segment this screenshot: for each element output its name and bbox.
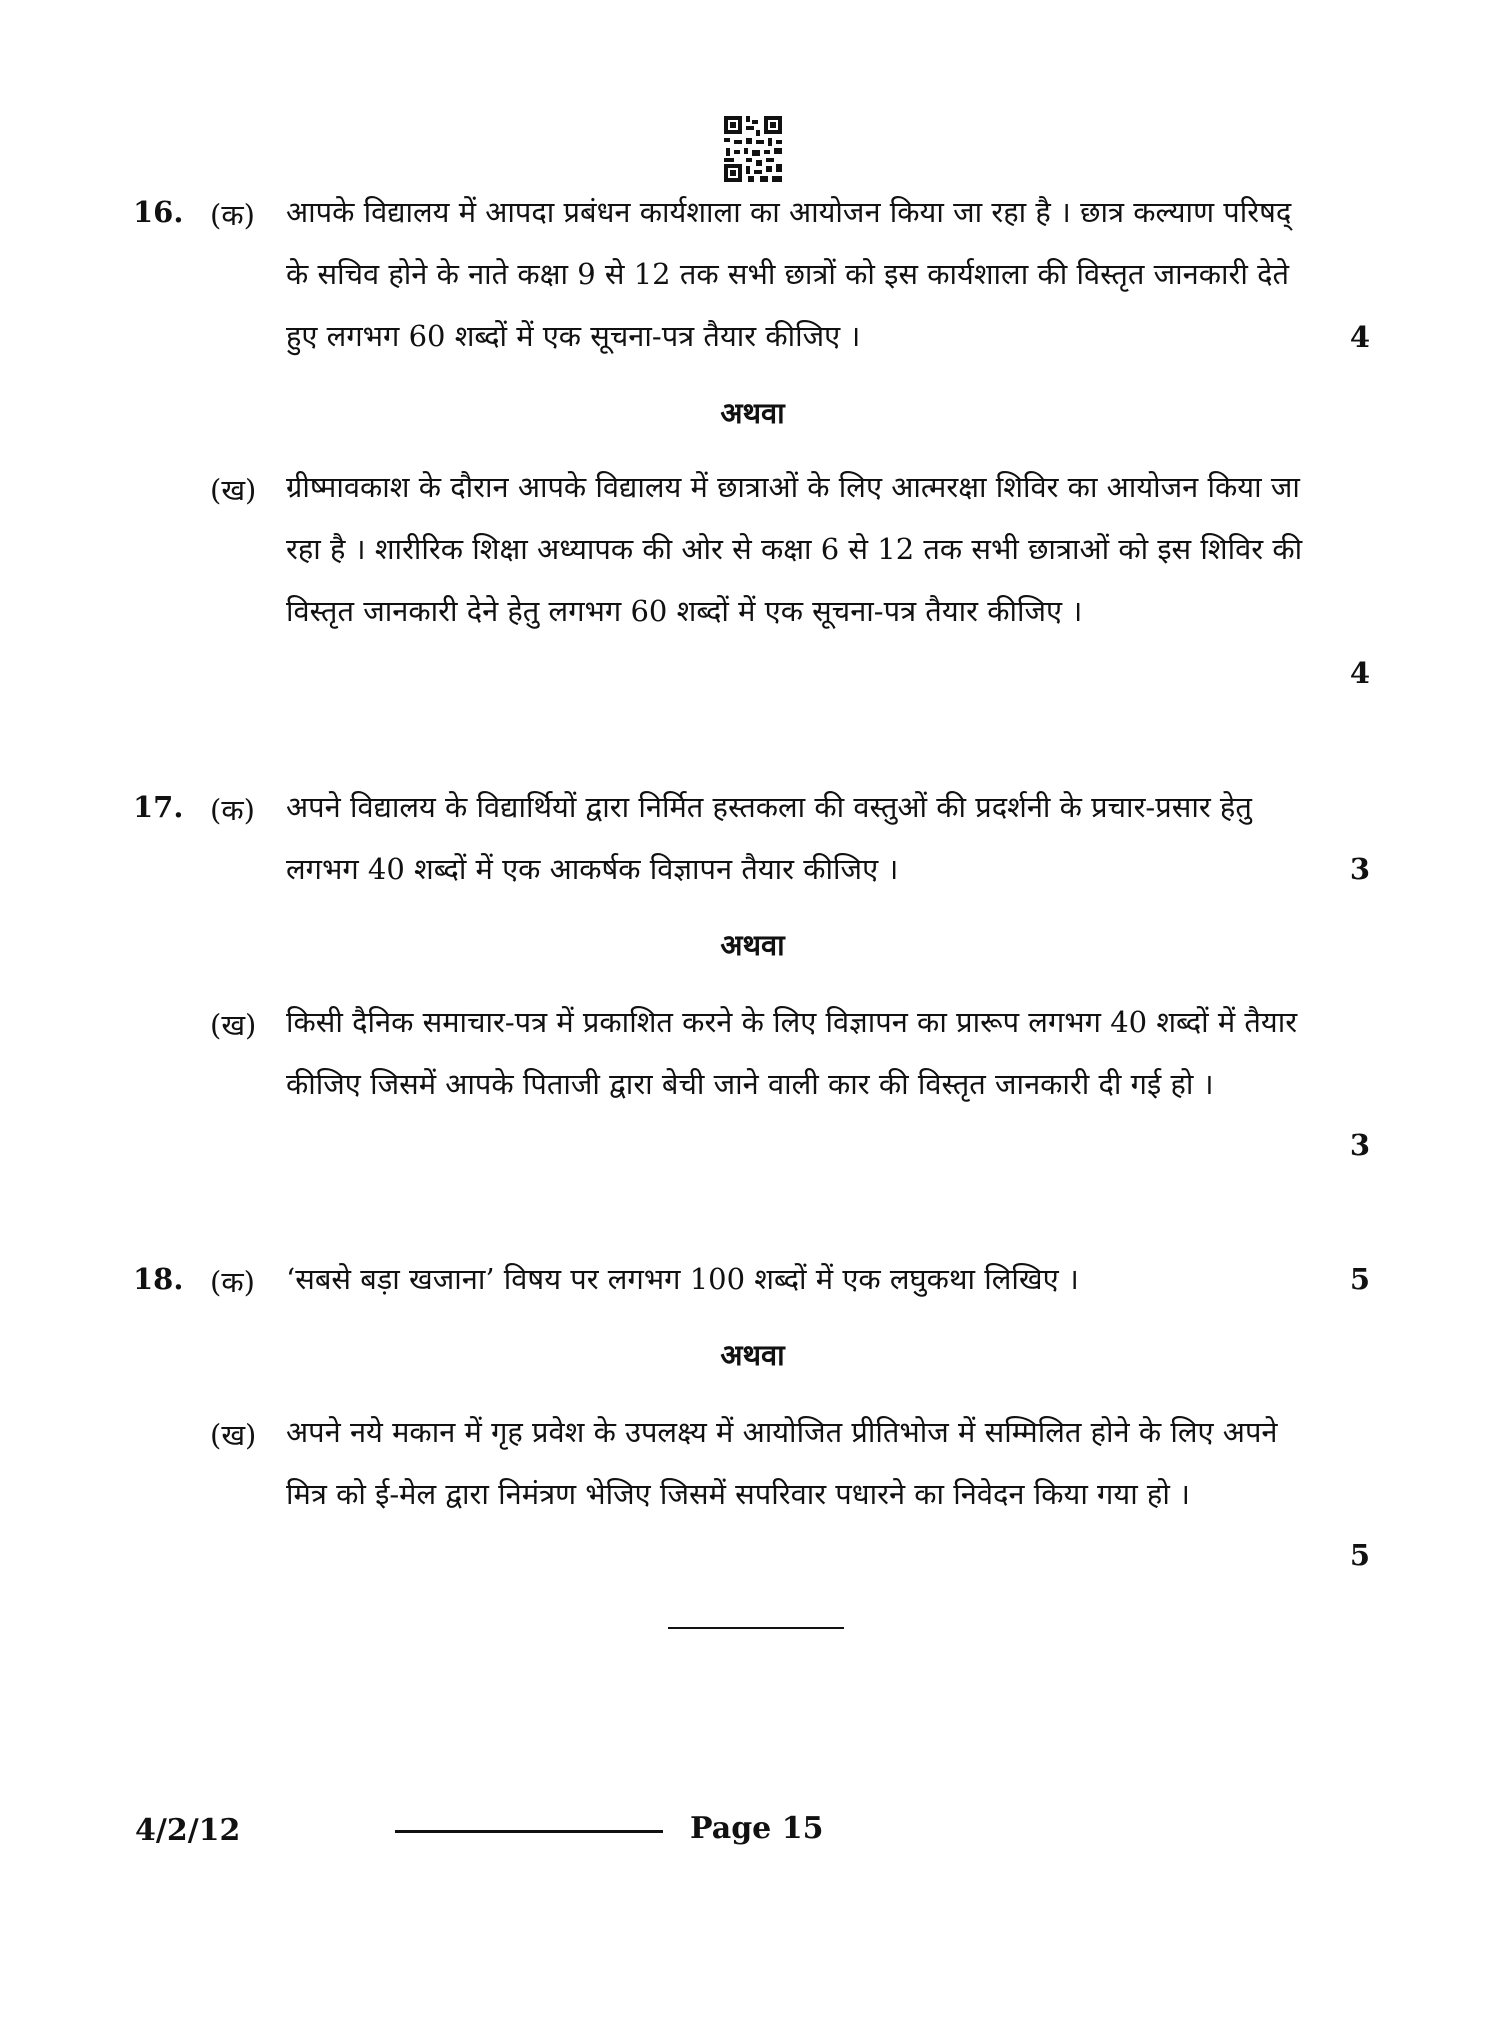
q17-part-b-text: किसी दैनिक समाचार-पत्र में प्रकाशित करने के लिए विज्ञापन का प्रारूप लगभग 40 शब्दों में तैयार कीजिए जिसमें आपके पिताजी द्वारा बेची जाने वाली कार की विस्तृत जानकारी दी गई हो । <box>286 1005 1298 1101</box>
q17-part-a-marks: 3 <box>1349 852 1371 886</box>
q18-part-a-label: (क) <box>210 1265 255 1299</box>
q18-part-b-marks: 5 <box>1349 1538 1371 1572</box>
q16-part-b-marks: 4 <box>1349 656 1371 690</box>
q16-part-a-label: (क) <box>210 198 255 232</box>
question-number-17: 17. <box>133 790 184 824</box>
q17-part-a-text: अपने विद्यालय के विद्यार्थियों द्वारा निर्मित हस्तकला की वस्तुओं की प्रदर्शनी के प्रचार-प्रसार हेतु लगभग 40 शब्दों में एक आकर्षक विज्ञापन तैयार कीजिए । <box>286 790 1252 886</box>
page-number: Page 15 <box>690 1811 824 1846</box>
or-separator-18: अथवा <box>720 1338 785 1372</box>
q18-part-b-label: (ख) <box>210 1418 257 1452</box>
q16-part-a-text: आपके विद्यालय में आपदा प्रबंधन कार्यशाला का आयोजन किया जा रहा है । छात्र कल्याण परिषद् के सचिव होने के नाते कक्षा 9 से 12 तक सभी छात्रों को इस कार्यशाला की विस्तृत जानकारी देते हुए लगभग 60 शब्दों में एक सूचना-पत्र तैयार कीजिए । <box>286 195 1292 353</box>
or-separator-16: अथवा <box>720 396 785 430</box>
q18-part-a-text: ‘सबसे बड़ा खजाना’ विषय पर लगभग 100 शब्दों में एक लघुकथा लिखिए । <box>286 1262 1079 1296</box>
question-number-18: 18. <box>133 1262 184 1296</box>
question-number-16: 16. <box>133 195 184 229</box>
or-separator-17: अथवा <box>720 928 785 962</box>
q17-part-a-label: (क) <box>210 793 255 827</box>
paper-code: 4/2/12 <box>135 1813 241 1848</box>
end-of-questions-rule <box>668 1627 844 1629</box>
q16-part-b-label: (ख) <box>210 473 257 507</box>
q17-part-b-marks: 3 <box>1349 1128 1371 1162</box>
footer-divider <box>395 1830 663 1833</box>
q16-part-a-marks: 4 <box>1349 320 1371 354</box>
q16-part-b-text: ग्रीष्मावकाश के दौरान आपके विद्यालय में छात्राओं के लिए आत्मरक्षा शिविर का आयोजन किया जा रहा है । शारीरिक शिक्षा अध्यापक की ओर से कक्षा 6 से 12 तक सभी छात्राओं को इस शिविर की विस्तृत जानकारी देने हेतु लगभग 60 शब्दों में एक सूचना-पत्र तैयार कीजिए । <box>286 470 1303 628</box>
q18-part-b-text: अपने नये मकान में गृह प्रवेश के उपलक्ष्य में आयोजित प्रीतिभोज में सम्मिलित होने के लिए अपने मित्र को ई-मेल द्वारा निमंत्रण भेजिए जिसमें सपरिवार पधारने का निवेदन किया गया हो । <box>286 1415 1278 1511</box>
qr-code-icon <box>722 114 784 184</box>
q18-part-a-marks: 5 <box>1349 1262 1371 1296</box>
q17-part-b-label: (ख) <box>210 1008 257 1042</box>
